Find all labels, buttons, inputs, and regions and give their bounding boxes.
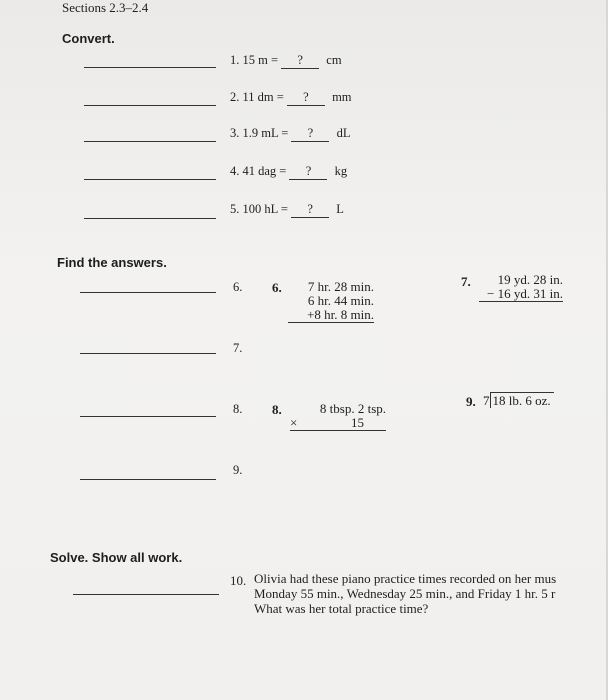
dividend: 18 lb. 6 oz. [490, 392, 554, 408]
convert-heading: Convert. [62, 31, 115, 46]
answer-line-9[interactable] [80, 479, 216, 480]
find-label-6: 6. [233, 280, 243, 294]
divisor: 7 [483, 393, 490, 408]
sections-header: Sections 2.3–2.4 [62, 0, 149, 15]
problem-8-multiplication: 8 tbsp. 2 tsp. × 15 [290, 401, 386, 430]
answer-line-10[interactable] [73, 594, 219, 595]
problem-6-number: 6. [272, 280, 282, 295]
problem-7-number: 7. [461, 274, 471, 289]
answer-line-4[interactable] [84, 179, 216, 180]
find-heading: Find the answers. [57, 255, 167, 270]
convert-item-3: 3. 1.9 mL = ? dL [230, 126, 351, 140]
find-label-8: 8. [233, 402, 243, 416]
answer-line-2[interactable] [84, 105, 216, 106]
problem-10-number: 10. [230, 573, 247, 588]
find-label-9: 9. [233, 463, 243, 477]
problem-10-text: Olivia had these piano practice times recorded on her mus Monday 55 min., Wednesday 25 min., and Friday 1 hr. 5 r What was her total practice time? [254, 571, 557, 616]
problem-9-number: 9. [466, 394, 476, 409]
answer-line-3[interactable] [84, 141, 216, 142]
answer-line-8[interactable] [80, 416, 216, 417]
problem-9-division [483, 393, 554, 409]
answer-line-5[interactable] [84, 218, 216, 219]
answer-line-6[interactable] [80, 292, 216, 293]
problem-7-subtraction: 19 yd. 28 in. − 16 yd. 31 in. [479, 273, 563, 302]
convert-item-1: 1. 15 m = ? cm [230, 53, 342, 67]
find-label-7: 7. [233, 341, 243, 355]
convert-item-5: 5. 100 hL = ? L [230, 202, 344, 216]
problem-8-number: 8. [272, 402, 282, 417]
problem-6-addition: 7 hr. 28 min. 6 hr. 44 min. +8 hr. 8 min. [288, 280, 374, 323]
answer-line-7[interactable] [80, 353, 216, 354]
answer-line-1[interactable] [84, 67, 216, 68]
convert-item-4: 4. 41 dag = ? kg [230, 164, 348, 178]
solve-heading: Solve. Show all work. [50, 550, 183, 565]
convert-item-2: 2. 11 dm = ? mm [230, 90, 352, 104]
times-sign: × [290, 415, 298, 430]
